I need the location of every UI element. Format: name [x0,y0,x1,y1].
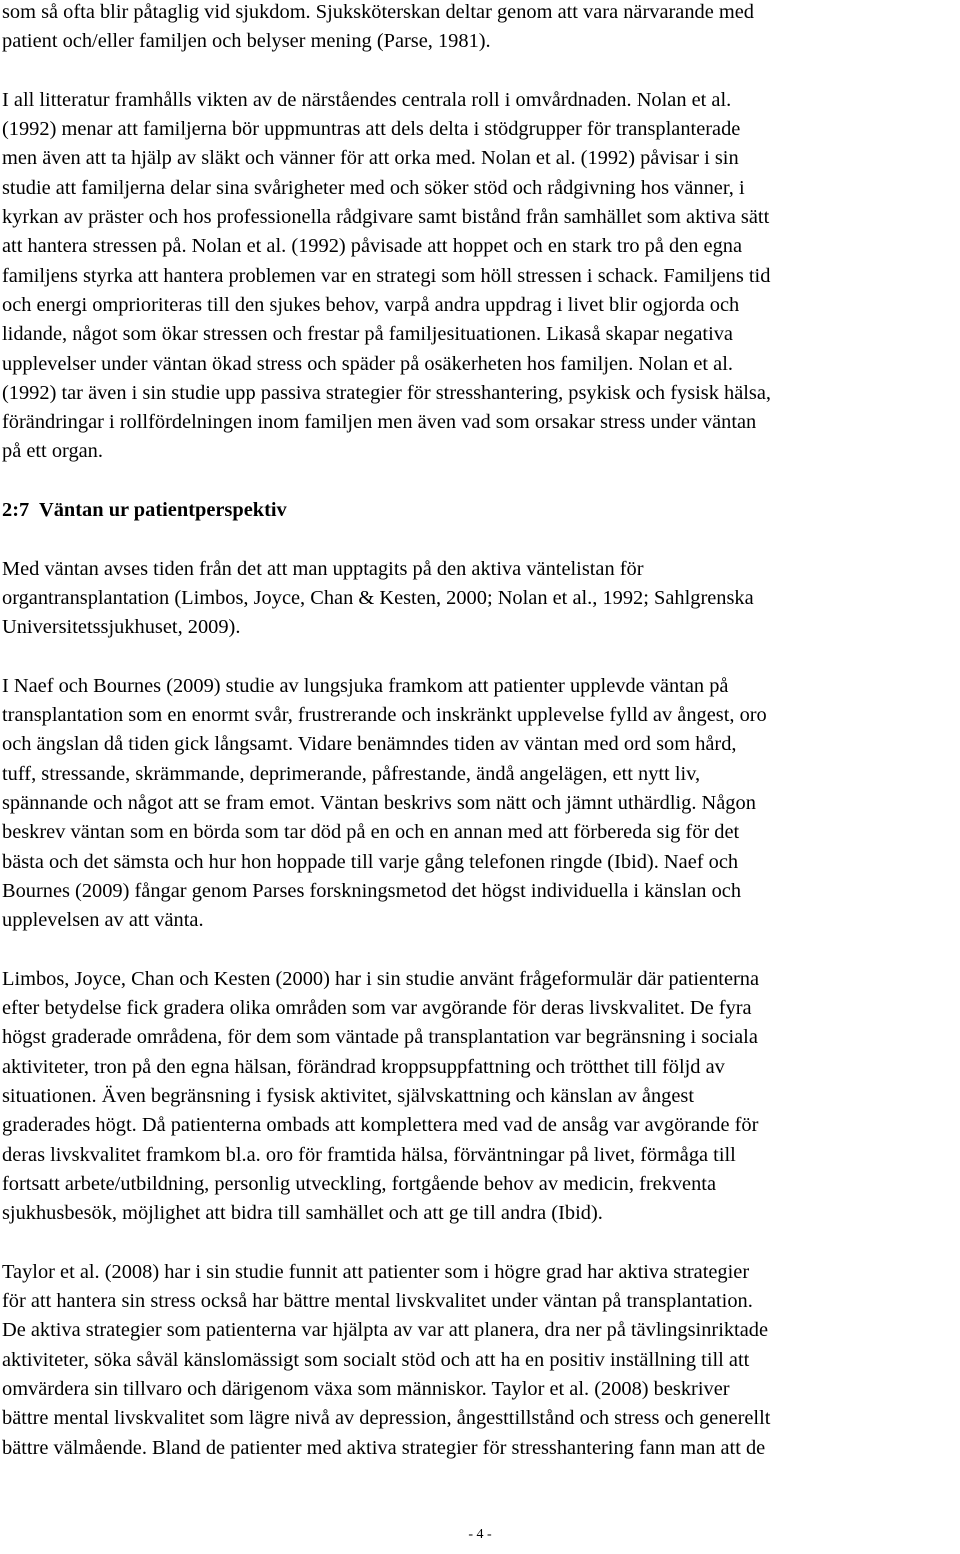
text-line: att hantera stressen på. Nolan et al. (1992) påvisade att hoppet och en stark tro på den egna [2,235,743,258]
text-line: aktiviteter, tron på den egna hälsan, förändrad kroppsuppfattning och trötthet till följd av [2,1055,725,1078]
text-line: transplantation som en enormt svår, frustrerande och inskränkt upplevelse fylld av ångest, oro [2,704,767,727]
paragraph-5 [2,965,957,1229]
text-line: Limbos, Joyce, Chan och Kesten (2000) har i sin studie använt frågeformulär där patienterna [2,967,760,990]
text-line: aktiviteter, söka såväl känslomässigt som socialt stöd och att ha en positiv inställning till att [2,1348,750,1371]
text-line: Universitetssjukhuset, 2009). [2,616,241,639]
text-line: I Naef och Bournes (2009) studie av lungsjuka framkom att patienter upplevde väntan på [2,674,729,697]
text-line: familjens styrka att hantera problemen var en strategi som höll stressen i schack. Familjens tid [2,264,771,287]
paragraph-spacer [2,936,957,965]
text-line: bästa och det sämsta och hur hon hoppade till varje gång telefonen ringde (Ibid). Naef och [2,850,739,873]
paragraph-spacer [2,467,957,496]
text-line: men även att ta hjälp av släkt och vänner för att orka med. Nolan et al. (1992) påvisar i sin [2,147,739,170]
text-line: (1992) tar även i sin studie upp passiva strategier för stresshantering, psykisk och fysisk hälsa, [2,381,772,404]
paragraph-spacer [2,57,957,86]
text-line: kyrkan av präster och hos professionella rådgivare samt bistånd från samhället som aktiva sätt [2,206,770,229]
text-line: förändringar i rollfördelningen inom familjen men även vad som orsakar stress under väntan [2,411,757,434]
text-line: patient och/eller familjen och belyser mening (Parse, 1981). [2,30,491,53]
paragraph-3 [2,555,957,643]
text-line: Bournes (2009) fångar genom Parses forskningsmetod det högst individuella i känslan och [2,879,742,902]
paragraph-spacer [2,525,957,554]
text-line: studie att familjerna delar sina svårigheter med och söker stöd och rådgivning hos vänner, i [2,176,745,199]
text-line: för att hantera sin stress också har bättre mental livskvalitet under väntan på transplantation. [2,1290,753,1313]
paragraph-6 [2,1258,957,1463]
text-line: I all litteratur framhålls vikten av de närståendes centrala roll i omvårdnaden. Nolan et al. [2,88,732,111]
text-line: beskrev väntan som en börda som tar död på en och en annan med att förbereda sig för det [2,821,740,844]
text-line: fortsatt arbete/utbildning, personlig utveckling, fortgående behov av medicin, frekventa [2,1172,717,1195]
text-line: som så ofta blir påtaglig vid sjukdom. Sjuksköterskan deltar genom att vara närvarande med [2,1,754,23]
section-heading: 2:7 Väntan ur patientperspektiv [2,499,287,522]
text-line: Med väntan avses tiden från det att man upptagits på den aktiva väntelistan för [2,557,644,580]
text-line: och energi omprioriteras till den sjukes behov, varpå andra uppdrag i livet blir ogjorda och [2,293,740,316]
page-number: - 4 - [468,1527,492,1542]
text-line: situationen. Även begränsning i fysisk aktivitet, självskattning och känslan av ångest [2,1084,695,1107]
text-line: De aktiva strategier som patienterna var hjälpta av var att planera, dra ner på tävlingsinriktade [2,1319,769,1342]
paragraph-spacer [2,643,957,672]
text-line: lidande, något som ökar stressen och frestar på familjesituationen. Likaså skapar negativa [2,323,733,346]
text-line: (1992) menar att familjerna bör uppmuntras att dels delta i stödgrupper för transplanterade [2,118,741,141]
text-line: på ett organ. [2,440,103,463]
text-line: bättre välmående. Bland de patienter med aktiva strategier för stresshantering fann man att de [2,1436,766,1459]
text-line: och ängslan då tiden gick långsamt. Vidare benämndes tiden av väntan med ord som hård, [2,733,737,756]
paragraph-spacer [2,1228,957,1257]
text-line: omvärdera sin tillvaro och därigenom växa som människor. Taylor et al. (2008) beskriver [2,1377,730,1400]
text-line: upplevelsen av att vänta. [2,909,204,932]
text-line: Taylor et al. (2008) har i sin studie funnit att patienter som i högre grad har aktiva strategier [2,1260,750,1283]
paragraph-2 [2,86,957,467]
paragraph-4 [2,672,957,936]
text-line: efter betydelse fick gradera olika områden som var avgörande för deras livskvalitet. De fyra [2,997,752,1020]
text-line: graderades högt. Då patienterna ombads att komplettera med vad de ansåg var avgörande för [2,1114,759,1137]
text-line: sjukhusbesök, möjlighet att bidra till samhället och att ge till andra (Ibid). [2,1202,603,1225]
text-line: organtransplantation (Limbos, Joyce, Chan & Kesten, 2000; Nolan et al., 1992; Sahlgrenska [2,586,754,609]
paragraph-1 [2,0,957,57]
document-page [2,0,957,1463]
text-line: spännande och något att se fram emot. Väntan beskrivs som nätt och jämnt uthärdlig. Någon [2,792,756,815]
text-line: tuff, stressande, skrämmande, deprimerande, påfrestande, ändå angelägen, ett nytt liv, [2,762,701,785]
text-line: högst graderade områdena, för dem som väntade på transplantation var begränsning i sociala [2,1026,758,1049]
text-line: deras livskvalitet framkom bl.a. oro för framtida hälsa, förväntningar på livet, förmåga till [2,1143,736,1166]
text-line: upplevelser under väntan ökad stress och späder på osäkerheten hos familjen. Nolan et al. [2,352,733,375]
text-line: bättre mental livskvalitet som lägre nivå av depression, ångesttillstånd och stress och generellt [2,1407,771,1430]
